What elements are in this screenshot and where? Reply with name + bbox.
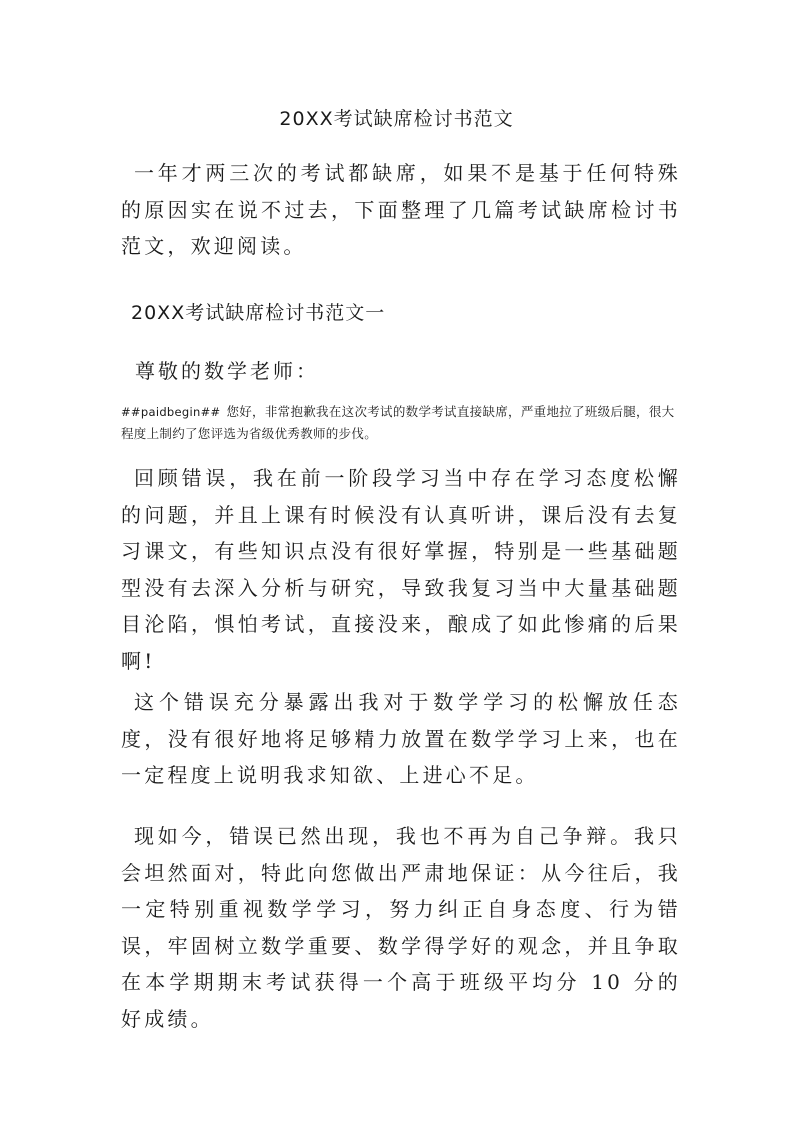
document-title: 20XX考试缺席检讨书范文 [279,108,514,130]
section-heading: 20XX考试缺席检讨书范文一 [131,302,386,324]
body-paragraph-1: 回顾错误，我在前一阶段学习当中存在学习态度松懈的问题，并且上课有时候没有认真听讲，课后没有去复习课文，有些知识点没有很好掌握，特别是一些基础题型没有去深入分析与研究，导致我复习当中大量基础题目沦陷，惧怕考试，直接没来，酿成了如此惨痛的后果啊! [121,466,681,673]
salutation: 尊敬的数学老师： [135,359,319,383]
body-paragraph-2: 这个错误充分暴露出我对于数学学习的松懈放任态度，没有很好地将足够精力放置在数学学习上来，也在一定程度上说明我求知欲、上进心不足。 [121,690,681,787]
paid-paragraph-text: 您好，非常抱歉我在这次考试的数学考试直接缺席，严重地拉了班级后腿，很大程度上制约了您评选为省级优秀教师的步伐。 [121,404,675,441]
intro-paragraph: 一年才两三次的考试都缺席，如果不是基于任何特殊的原因实在说不过去，下面整理了几篇考试缺席检讨书范文，欢迎阅读。 [121,161,681,258]
paid-marker: ##paidbegin## [121,405,221,419]
paid-paragraph [121,401,675,445]
body-paragraph-3: 现如今，错误已然出现，我也不再为自己争辩。我只会坦然面对，特此向您做出严肃地保证：从今往后，我一定特别重视数学学习，努力纠正自身态度、行为错误，牢固树立数学重要、数学得学好的观念，并且争取在本学期期末考试获得一个高于班级平均分 10 分的好成绩。 [121,824,681,1031]
